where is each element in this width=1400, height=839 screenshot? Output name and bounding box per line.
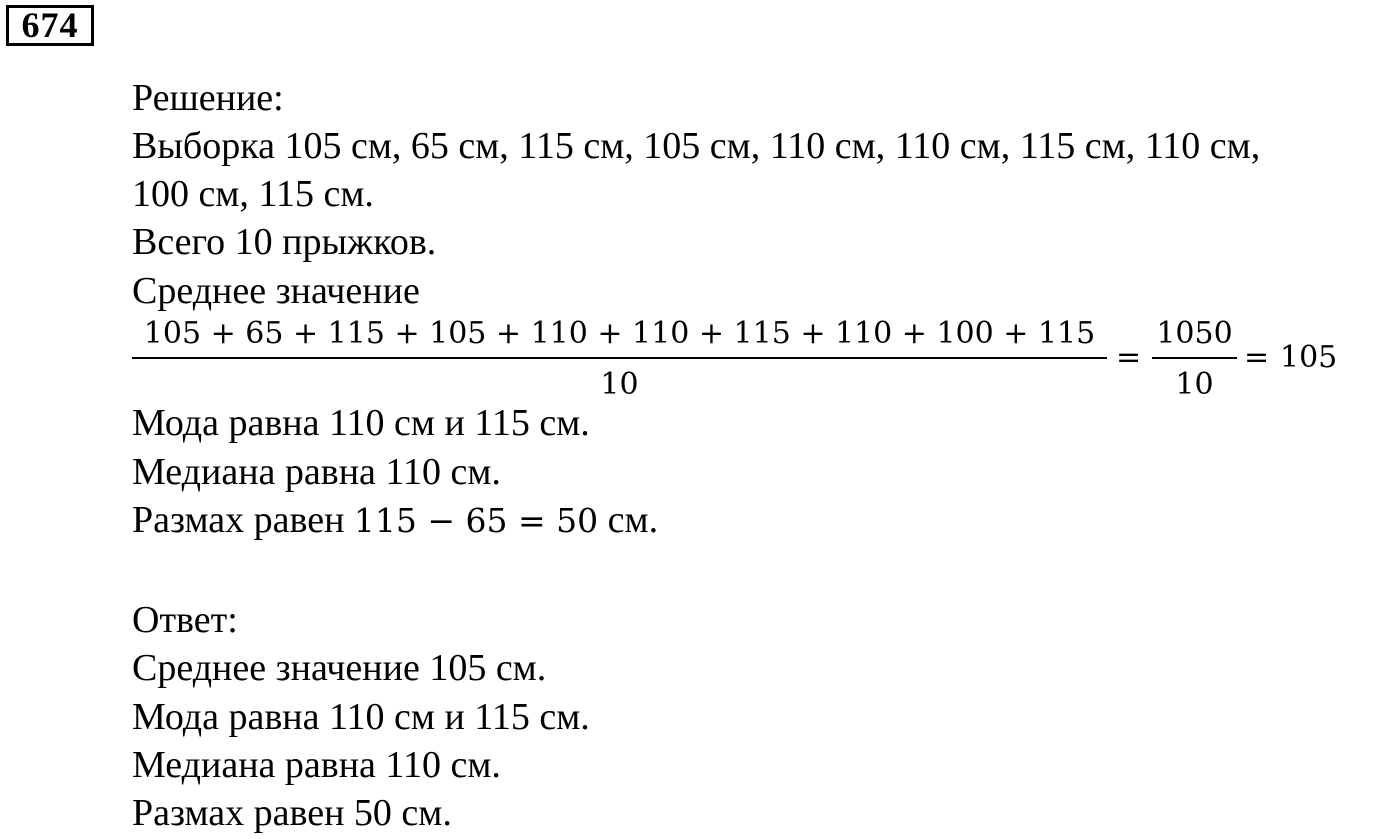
problem-number-badge: 674 [6,5,94,46]
equals-sign: = [1116,340,1142,375]
answer-heading: Ответ: [132,599,238,641]
answer-range-text: Размах равен 50 см. [132,792,452,834]
equals-sign: = [1244,340,1270,375]
answer-mode-text: Мода равна 110 см и 115 см. [132,696,590,738]
solution-heading: Решение: [132,77,284,119]
total-jumps-text: Всего 10 прыжков. [132,221,437,263]
answer-mean-text: Среднее значение 105 см. [132,647,547,689]
sum-fraction [132,313,1107,403]
total-numerator: 1050 [1156,316,1233,351]
total-fraction [1152,313,1237,403]
range-text [132,497,658,544]
mean-result: 105 [1280,340,1338,375]
median-text: Медиана равна 110 см. [132,451,501,493]
mean-heading: Среднее значение [132,270,420,312]
sample-text-line-2: 100 см, 115 см. [132,173,374,215]
sample-text-line-1: Выборка 105 см, 65 см, 115 см, 105 см, 110 см, 110 см, 115 см, 110 см, [132,125,1261,167]
mode-text: Мода равна 110 см и 115 см. [132,402,590,444]
total-denominator: 10 [1175,367,1214,402]
range-expression: 115 − 65 = 50 [353,501,599,540]
range-prefix: Размах равен [132,499,345,541]
range-suffix: см. [607,499,659,541]
sum-denominator: 10 [600,367,639,402]
sum-numerator: 105 + 65 + 115 + 105 + 110 + 110 + 115 + 110 + 100 + 115 [143,316,1096,351]
answer-median-text: Медиана равна 110 см. [132,744,501,786]
